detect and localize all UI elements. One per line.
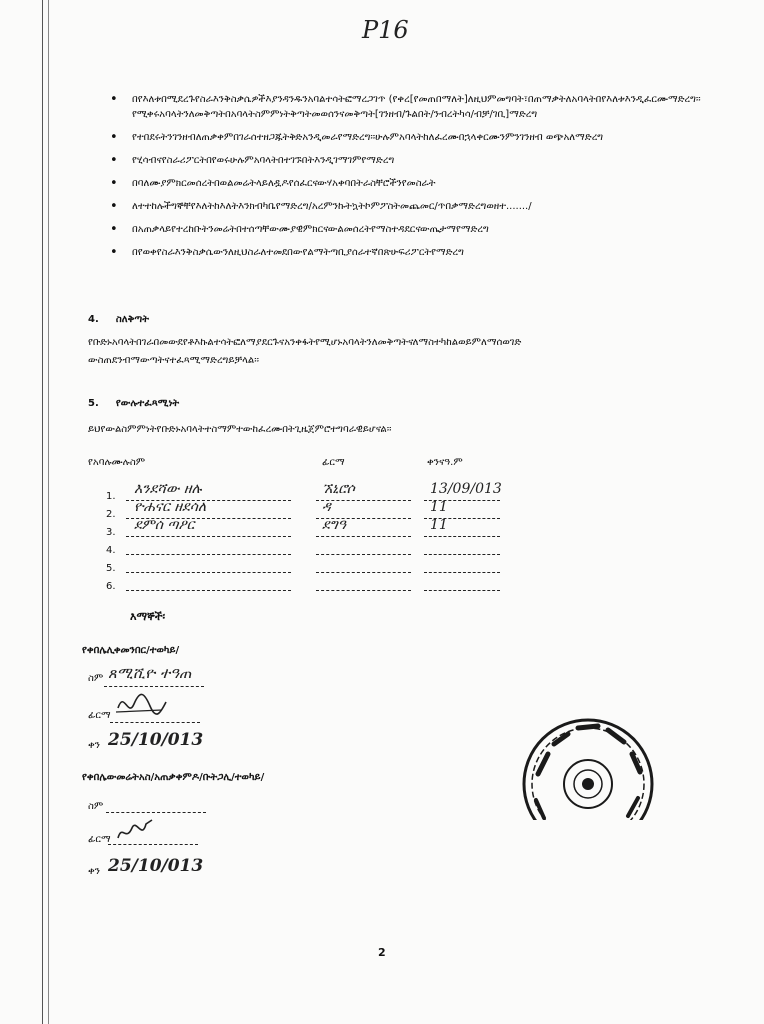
- bullet-item: • በየወቀየስራእንቅስቃሴውንለዚህስራለተመደበውየልማትጣቢያሰራተኛበጽሁፍሪፖርትየማድረግ: [110, 245, 720, 260]
- section5-text: ይህየውልስምምነትየቡድኑአባላትተስማምተውከፈረሙበትጊዜጀምሮተግባራዊይሆናል፡፡: [88, 424, 392, 435]
- member-date: 11: [430, 517, 448, 533]
- signature-column-header: ፊርማ: [322, 457, 345, 468]
- page-number: 2: [378, 946, 386, 959]
- member-name: እንደሻው ዘሉ: [134, 481, 202, 497]
- witness1-sign-label: ፊርማ: [88, 710, 111, 721]
- member-row-line: [126, 590, 291, 591]
- section5-heading: [88, 391, 179, 410]
- witness1-date-label: ቀን: [88, 740, 100, 751]
- member-row-line: [126, 572, 291, 573]
- member-row-line: [424, 554, 500, 555]
- official-stamp: [508, 704, 668, 864]
- left-margin-line-inner: [48, 0, 49, 1024]
- witness1-signature: [110, 688, 170, 722]
- member-row-number: 2.: [106, 509, 116, 520]
- bullet-item: • በአጠቃላይየተረከቡትንመሬትበተሰጣቸውሙያዊምክርናውልመሰረትየማስተዳደርናውጤታማየማድረግ: [110, 222, 720, 237]
- section5-number: 5.: [88, 398, 99, 409]
- section4-text: [88, 334, 728, 370]
- member-name: ዮሐናር ዘደሳለ: [134, 499, 207, 515]
- member-date: 11: [430, 499, 448, 515]
- bullet-item: • በየእለቱበሚደረጉየስራእንቅስቃሴዎችእያንዳንዱንአባልተሳትፎማረጋገጥ (የቀረ[የመጠበማለት]ለዚህምመግባት፣በጠማቃትለአባላትበየእለቱእንዲፈርሙማድረግ፡፡የሚቀሩአባላትንለመቅጣትበአባላትስምምነትቅጣትመወሰንናመቅጣት[ገንዘብ/ጉልበት/ንብረትካሳ/ብቻ/ገቢ]ማድረግ: [110, 92, 720, 122]
- witnesses-title: እማኞች፡: [130, 610, 166, 623]
- member-row-line: [126, 536, 291, 537]
- witness1-role: የቀበሌሊቀመንበር/ተወካይ/: [82, 645, 180, 656]
- section4-heading: [88, 307, 149, 326]
- bullet-item: • በባለሙያምክርመሰረትበወልመሬትላይለዷዶየሰፈርናውሃአቀባበትራስቸሮችንየመስራት: [110, 176, 720, 191]
- member-row-line: [316, 536, 411, 537]
- date-column-header: ቀንናዓ.ም: [427, 457, 463, 468]
- member-row-line: [126, 554, 291, 555]
- member-row-line: [316, 590, 411, 591]
- witness2-name-label: ስም: [88, 801, 104, 812]
- member-row-line: [424, 572, 500, 573]
- section4-title: ስለቅጣት: [115, 314, 149, 325]
- member-row-line: [424, 590, 500, 591]
- witness2-sign-label: ፊርማ: [88, 834, 111, 845]
- member-row-line: [316, 554, 411, 555]
- member-row-number: 5.: [106, 563, 116, 574]
- left-margin-line: [42, 0, 43, 1024]
- witness1-sign-line: [110, 722, 200, 723]
- witness1-name-label: ስም: [88, 673, 104, 684]
- member-row-number: 4.: [106, 545, 116, 556]
- member-row-number: 3.: [106, 527, 116, 538]
- bullet-item: • የተበደሩትንገንዘብለጠቃቀምበገራሰተዘጋጁትቅድአንዲመራየማድረግ፡፡ሁሉምአባላትከለፈረሙበኋላቀርሙንምንገንዘብ ወጭአለማድረግ: [110, 130, 720, 145]
- witness2-sign-line: [108, 844, 198, 845]
- member-row-number: 1.: [106, 491, 116, 502]
- page-label: P16: [362, 16, 409, 44]
- section4-line: የቡድኑአባላትበገራበመውደየቶእኩልተሳትፎለማያደርጉናአንቀፋትየሚሆኑአባላትንለመቅጣትናለማስተካከልወይምለማሰወገድ: [88, 337, 522, 348]
- member-date: 13/09/013: [430, 481, 502, 497]
- witness2-signature: [112, 814, 162, 846]
- name-column-header: የአባሉሙሉስም: [88, 457, 146, 468]
- member-signature: ኧኒሮሶ: [322, 481, 355, 497]
- bullet-item: • የሂሳብናየስራሪፖርትበየወሩሁሉምአባላትበተገኙበትእንዲገማገምየማድረግ: [110, 153, 720, 168]
- witness2-date-label: ቀን: [88, 866, 100, 877]
- member-signature: ዳ: [322, 499, 331, 515]
- section4-number: 4.: [88, 314, 99, 325]
- section5-title: የውሉተፈጻሚነት: [115, 398, 180, 409]
- member-row-line: [424, 536, 500, 537]
- bullet-list: [110, 92, 720, 268]
- witness2-role: የቀበሌውመሬትአስ/አጠቃቀምዶ/ቡትጋሊ/ተወካይ/: [82, 772, 265, 783]
- member-row-number: 6.: [106, 581, 116, 592]
- member-row-line: [316, 572, 411, 573]
- section4-line: ውስጠደንብማውጣትናተፈጻሚማድረግይቻላል፡፡: [88, 355, 259, 366]
- witness1-name-line: [104, 686, 204, 687]
- witness2-name-line: [106, 812, 206, 813]
- witness1-name-value: ጸሚሺዮ ተዓጠ: [108, 664, 192, 682]
- witness2-date-value: 25/10/013: [108, 856, 204, 876]
- member-signature: ደግዓ: [322, 517, 346, 533]
- bullet-item: • ለተተከሉችግኞቸየእለትከእለትእንክብካቤየማድረግ/አረምንኩትኳትኮምፖስትመጨመር/ጥበቃማድረግወዘተ......./: [110, 199, 720, 214]
- witness1-date-value: 25/10/013: [108, 730, 204, 750]
- member-name: ደምሰ ጣዖር: [134, 517, 195, 533]
